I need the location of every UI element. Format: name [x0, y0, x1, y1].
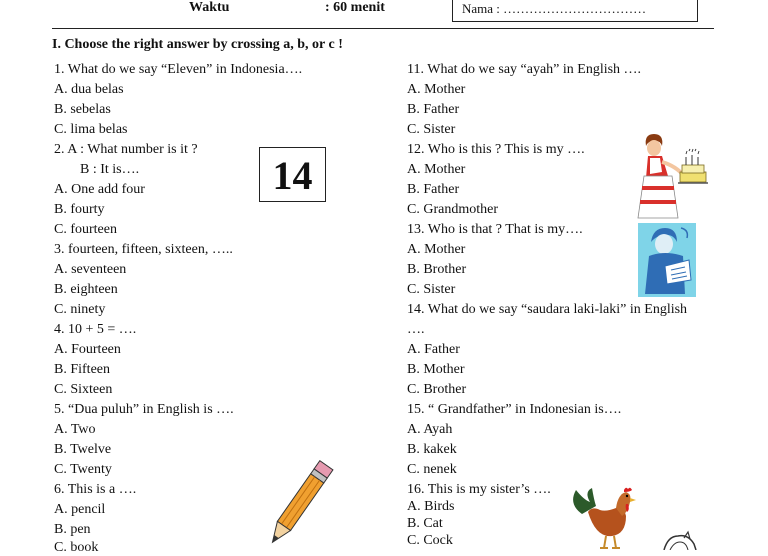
- woman-reading-icon: [637, 222, 697, 298]
- answer-option[interactable]: C. Sister: [407, 282, 456, 297]
- answer-option[interactable]: C. Twenty: [54, 462, 112, 477]
- question-line: 15. “ Grandfather” in Indonesian is….: [407, 402, 622, 417]
- question-line: 3. fourteen, fifteen, sixteen, …..: [54, 242, 233, 257]
- waktu-label: Waktu: [189, 0, 230, 15]
- answer-option[interactable]: C. ninety: [54, 302, 106, 317]
- answer-option[interactable]: A. Two: [54, 422, 96, 437]
- header-divider: [52, 28, 714, 29]
- answer-option[interactable]: A. Mother: [407, 242, 466, 257]
- question-line: 1. What do we say “Eleven” in Indonesia….: [54, 62, 303, 77]
- answer-option[interactable]: B. Mother: [407, 362, 465, 377]
- answer-option[interactable]: A. dua belas: [54, 82, 124, 97]
- question-line: 11. What do we say “ayah” in English ….: [407, 62, 642, 77]
- question-line: 12. Who is this ? This is my ….: [407, 142, 585, 157]
- answer-option[interactable]: C. fourteen: [54, 222, 117, 237]
- answer-option[interactable]: B. Brother: [407, 262, 467, 277]
- answer-option[interactable]: B. eighteen: [54, 282, 118, 297]
- name-field-box[interactable]: [452, 0, 698, 22]
- question-line: 4. 10 + 5 = ….: [54, 322, 137, 337]
- answer-option[interactable]: A. One add four: [54, 182, 145, 197]
- answer-option[interactable]: B. Father: [407, 102, 460, 117]
- question-line: 5. “Dua puluh” in English is ….: [54, 402, 234, 417]
- answer-option[interactable]: C. Cock: [407, 533, 453, 548]
- question-line: 16. This is my sister’s ….: [407, 482, 551, 497]
- answer-option[interactable]: A. pencil: [54, 502, 106, 517]
- answer-option[interactable]: A. Mother: [407, 82, 466, 97]
- number-14-box: 14: [259, 147, 326, 202]
- question-line: B : It is….: [80, 162, 140, 177]
- answer-option[interactable]: C. Sister: [407, 122, 456, 137]
- name-field-label: Nama : ……………………………: [462, 1, 647, 16]
- answer-option[interactable]: B. fourty: [54, 202, 105, 217]
- answer-option[interactable]: A. Mother: [407, 162, 466, 177]
- answer-option[interactable]: C. Brother: [407, 382, 467, 397]
- rooster-icon: [566, 486, 640, 550]
- answer-option[interactable]: B. Father: [407, 182, 460, 197]
- answer-option[interactable]: B. Fifteen: [54, 362, 110, 377]
- cat-sketch-icon: [660, 530, 700, 550]
- answer-option[interactable]: A. Birds: [407, 499, 455, 514]
- answer-option[interactable]: A. Fourteen: [54, 342, 121, 357]
- question-line: ….: [407, 322, 425, 337]
- pencil-icon: [262, 455, 338, 550]
- question-line: 2. A : What number is it ?: [54, 142, 198, 157]
- answer-option[interactable]: B. Twelve: [54, 442, 112, 457]
- answer-option[interactable]: C. lima belas: [54, 122, 128, 137]
- question-line: 14. What do we say “saudara laki-laki” in English: [407, 302, 688, 317]
- answer-option[interactable]: C. Grandmother: [407, 202, 498, 217]
- answer-option[interactable]: C. nenek: [407, 462, 457, 477]
- answer-option[interactable]: B. Cat: [407, 516, 443, 531]
- answer-option[interactable]: A. Father: [407, 342, 460, 357]
- answer-option[interactable]: B. sebelas: [54, 102, 111, 117]
- question-line: 6. This is a ….: [54, 482, 137, 497]
- answer-option[interactable]: C. book: [54, 540, 99, 555]
- waktu-value: : 60 menit: [325, 0, 385, 15]
- answer-option[interactable]: B. pen: [54, 522, 91, 537]
- answer-option[interactable]: C. Sixteen: [54, 382, 113, 397]
- section-title: I. Choose the right answer by crossing a, b, or c !: [52, 37, 343, 52]
- question-line: 13. Who is that ? That is my….: [407, 222, 583, 237]
- answer-option[interactable]: B. kakek: [407, 442, 457, 457]
- answer-option[interactable]: A. Ayah: [407, 422, 453, 437]
- answer-option[interactable]: A. seventeen: [54, 262, 127, 277]
- woman-with-cake-icon: [632, 132, 718, 220]
